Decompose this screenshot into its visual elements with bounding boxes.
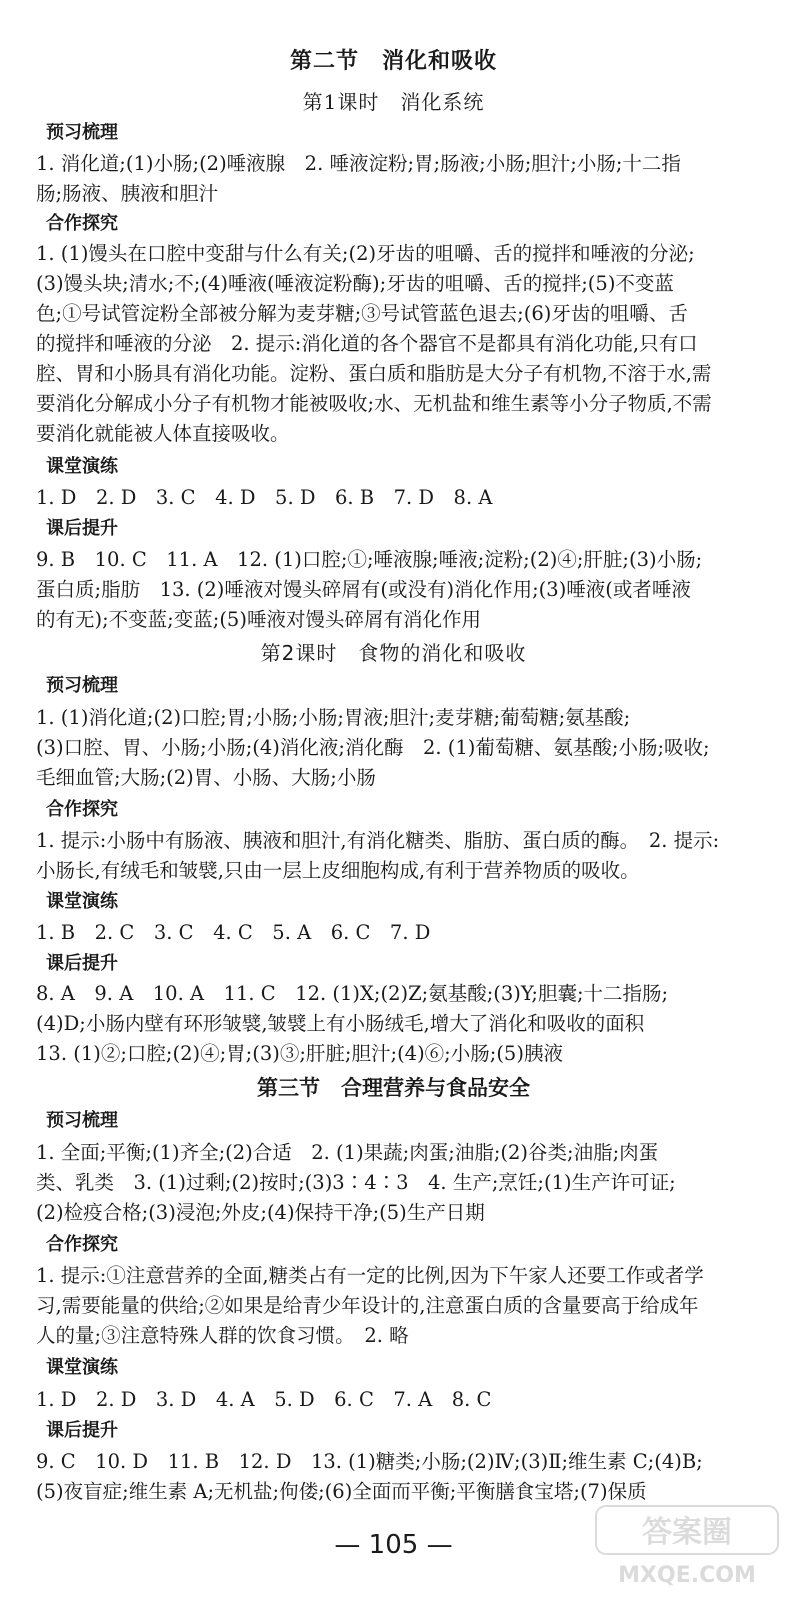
class-practice-label: 课堂演练: [46, 1357, 118, 1378]
cooperative-label: 合作探究: [46, 1234, 118, 1255]
after-class-label: 课后提升: [46, 1420, 118, 1441]
page-number: — 105 —: [334, 1530, 453, 1560]
text-line: 小肠长,有绒毛和皱襞,只由一层上皮细胞构成,有利于营养物质的吸收。: [36, 859, 640, 882]
text-line: 1. (1)消化道;(2)口腔;胃;小肠;小肠;胃液;胆汁;麦芽糖;葡萄糖;氨基酸;: [36, 706, 631, 729]
text-line: 的搅拌和唾液的分泌 2. 提示:消化道的各个器官不是都具有消化功能,只有口: [36, 332, 698, 355]
text-line: 类、乳类 3. (1)过剩;(2)按时;(3)3∶4∶3 4. 生产;烹饪;(1)生产许可证;: [36, 1171, 676, 1194]
watermark-logo: [592, 1500, 782, 1592]
cooperative-label: 合作探究: [46, 213, 118, 234]
text-line: 1. 全面;平衡;(1)齐全;(2)合适 2. (1)果蔬;肉蛋;油脂;(2)谷类;油脂;肉蛋: [36, 1141, 659, 1164]
text-line: 1. B 2. C 3. C 4. C 5. A 6. C 7. D: [36, 921, 431, 944]
text-line: 1. 提示:小肠中有肠液、胰液和胆汁,有消化糖类、脂肪、蛋白质的酶。 2. 提示:: [36, 829, 720, 852]
text-line: 肠;肠液、胰液和胆汁: [36, 182, 219, 205]
text-line: 要消化分解成小分子有机物才能被吸收;水、无机盐和维生素等小分子物质,不需: [36, 392, 712, 415]
text-line: (4)D;小肠内壁有环形皱襞,皱襞上有小肠绒毛,增大了消化和吸收的面积: [36, 1012, 645, 1035]
text-line: 13. (1)②;口腔;(2)④;胃;(3)③;肝脏;胆汁;(4)⑥;小肠;(5)胰液: [36, 1042, 563, 1065]
class-practice-label: 课堂演练: [46, 456, 118, 477]
text-line: (5)夜盲症;维生素 A;无机盐;佝偻;(6)全面而平衡;平衡膳食宝塔;(7)保质: [36, 1480, 647, 1503]
section-2-title: 第二节 消化和吸收: [289, 49, 497, 74]
lesson-2-name: 食物的消化和吸收: [337, 641, 527, 665]
text-line: 人的量;③注意特殊人群的饮食习惯。 2. 略: [36, 1324, 409, 1347]
after-class-label: 课后提升: [46, 518, 118, 539]
text-line: (2)检疫合格;(3)浸泡;外皮;(4)保持干净;(5)生产日期: [36, 1201, 485, 1224]
text-line: 色;①号试管淀粉全部被分解为麦芽糖;③号试管蓝色退去;(6)牙齿的咀嚼、舌: [36, 302, 688, 325]
text-line: (3)口腔、胃、小肠;小肠;(4)消化液;消化酶 2. (1)葡萄糖、氨基酸;小肠;吸收;: [36, 736, 710, 759]
preview-label: 预习梳理: [46, 1110, 118, 1131]
text-line: 9. B 10. C 11. A 12. (1)口腔;①;唾液腺;唾液;淀粉;(2)④;肝脏;(3)小肠;: [36, 548, 703, 571]
text-line: 1. 消化道;(1)小肠;(2)唾液腺 2. 唾液淀粉;胃;肠液;小肠;胆汁;小肠;十二指: [36, 152, 681, 175]
text-line: 毛细血管;大肠;(2)胃、小肠、大肠;小肠: [36, 766, 376, 789]
text-line: 习,需要能量的供给;②如果是给青少年设计的,注意蛋白质的含量要高于给成年: [36, 1294, 699, 1317]
text-line: 8. A 9. A 10. A 11. C 12. (1)X;(2)Z;氨基酸;(3)Y;胆囊;十二指肠;: [36, 982, 669, 1005]
lesson-1-title: 第1课时 消化系统: [302, 90, 485, 114]
text-line: 的有无);不变蓝;变蓝;(5)唾液对馒头碎屑有消化作用: [36, 608, 481, 631]
cooperative-label: 合作探究: [46, 799, 118, 820]
text-line: (3)馒头块;清水;不;(4)唾液(唾液淀粉酶);牙齿的咀嚼、舌的搅拌;(5)不变蓝: [36, 272, 674, 295]
svg-text:MXQE.COM: MXQE.COM: [618, 1563, 756, 1588]
preview-label: 预习梳理: [46, 122, 118, 143]
class-practice-label: 课堂演练: [46, 891, 118, 912]
text-line: 1. 提示:①注意营养的全面,糖类占有一定的比例,因为下午家人还要工作或者学: [36, 1264, 704, 1287]
svg-text:答案圈: 答案圈: [642, 1515, 732, 1550]
lesson-2-number: 第2课时: [260, 641, 338, 665]
text-line: 1. D 2. D 3. D 4. A 5. D 6. C 7. A 8. C: [36, 1388, 492, 1411]
text-line: 1. D 2. D 3. C 4. D 5. D 6. B 7. D 8. A: [36, 486, 493, 509]
text-line: 要消化就能被人体直接吸收。: [36, 422, 290, 445]
preview-label: 预习梳理: [46, 675, 118, 696]
text-line: 蛋白质;脂肪 13. (2)唾液对馒头碎屑有(或没有)消化作用;(3)唾液(或者唾液: [36, 578, 691, 601]
after-class-label: 课后提升: [46, 953, 118, 974]
section-3-title: 第三节 合理营养与食品安全: [257, 1076, 530, 1100]
text-line: 腔、胃和小肠具有消化功能。淀粉、蛋白质和脂肪是大分子有机物,不溶于水,需: [36, 362, 712, 385]
text-line: 1. (1)馒头在口腔中变甜与什么有关;(2)牙齿的咀嚼、舌的搅拌和唾液的分泌;: [36, 242, 695, 265]
text-line: 9. C 10. D 11. B 12. D 13. (1)糖类;小肠;(2)Ⅳ;(3)Ⅱ;维生素 C;(4)B;: [36, 1450, 703, 1473]
lesson-2-title: [0, 637, 787, 666]
